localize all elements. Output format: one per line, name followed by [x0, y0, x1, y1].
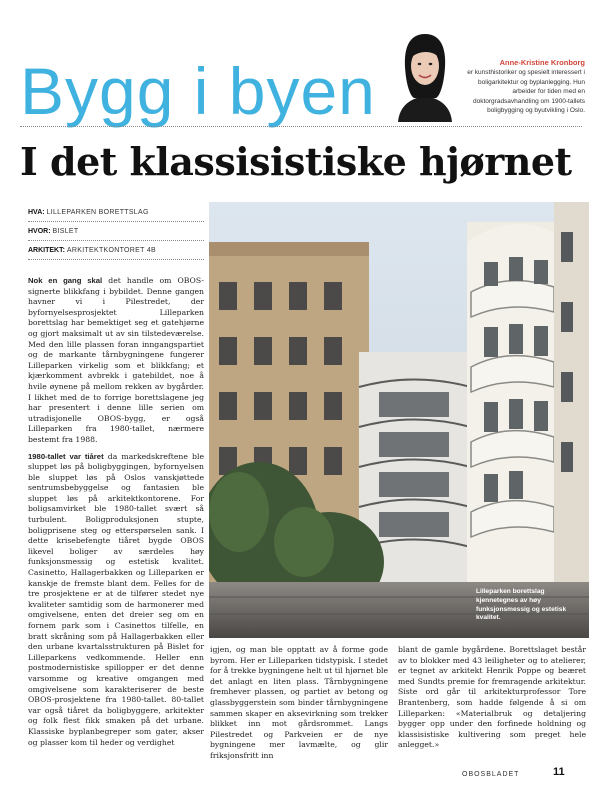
- article-column-2: [210, 645, 388, 768]
- headline: I det klassisistiske hjørnet: [20, 139, 572, 184]
- paragraph: [28, 276, 204, 446]
- fact-where: [28, 224, 204, 241]
- fact-architect: [28, 243, 204, 260]
- paragraph-text: da markedskreftene ble sluppet løs på boligbyggingen, byfornyelsen ble sluppet løs på Oslos vanskjøttede sentrumsbebyggelse og fantasien ble sluppet løs på arkitektkontorene. For boligsamvirket ble 1980-tallet svært så turbulent. Boligproduksjonen stupte, boligprisene steg og etterspørselen sank. I dette krisebefengte tiåret bygde OBOS likevel boliger av særdeles høy funksjonsmessig og estetisk kvalitet. Casinetto, Hallagerbakken og Lilleparken er kanskje de fremste blant dem. Felles for de tre prosjektene er at de tilfører stedet nye kvaliteter samtidig som de harmonerer med omgivelsene, enten det dreier seg om en fornem park som i Casinettos tilfelle, en bratt skråning som på Hallagerbakken eller den urbane kvartalsstrukturen på Bislet for Lilleparkens vedkommende. Heller enn postmodernistiske spillopper er det denne varsomme og kreative omgangen med omgivelsene som karakteriserer de beste OBOS-prosjektene fra 1980-tallet. 80-tallet var også tiåret da boligbyggere, arkitekter og folk flest fikk smaken på det urbane. Klassiske byplanbegreper som gater, akser og plasser kom til heder og verdighet: [28, 451, 204, 747]
- article-column-1: [28, 276, 204, 754]
- lead-in: 1980-tallet var tiåret: [28, 451, 104, 461]
- fact-value: LILLEPARKEN BORETTSLAG: [46, 209, 149, 216]
- paragraph-text: det handle om OBOS-signerte blikkfang i bybildet. Denne gangen havner vi i Pilestredet, der byfornyelsesprosjektet Lilleparken borettslag har bemektiget seg et gatehjørne og gjort maksimalt ut av sin tilstedeværelse. Med den lille plassen foran inngangspartiet og de markante tårnbygningene fungerer Lilleparken virkelig som et blikkfang; et kjærkomment avbrekk i gatebildet, noe å hvile øynene på mellom rekken av bygårder. I likhet med de to forrige borettslagene jeg har presentert i denne lille serien om utradisjonelle OBOS-bygg, er også Lilleparken fra 1980-tallet, nærmere bestemt fra 1988.: [28, 276, 204, 444]
- section-title: Bygg i byen: [20, 54, 376, 128]
- fact-label: HVA:: [28, 209, 45, 216]
- page-number: 11: [553, 766, 565, 778]
- fact-value: ARKITEKTKONTORET 4B: [66, 247, 156, 254]
- building-photo: [209, 202, 589, 638]
- author-bio: er kunsthistoriker og spesielt interessert i boligarkitektur og byplanlegging. Hun arbeider for tiden med en doktorgradsavhandling om 1900-tallets boligbygging og byutvikling i Oslo.: [467, 69, 585, 114]
- photo-caption: Lilleparken borettslag kjennetegnes av høy funksjonsmessig og estetisk kvalitet.: [476, 588, 567, 622]
- author-name: Anne-Kristine Kronborg: [499, 58, 585, 67]
- article-column-3: [398, 645, 586, 757]
- fact-value: BISLET: [52, 228, 79, 235]
- paragraph: igjen, og man ble opptatt av å forme gode byrom. Her er Lilleparken tidstypisk. I stedet for å trekke bygningene helt ut til hjørnet ble det anlagt en liten plass. Tårnbygningene fremhever plassen, og partiet av betong og glassbyggerstein som binder tårnbygningene sammen skaper en aksevirkning som trekker blikket inn mot gårdsrommet. Langs Pilestredet og Parkveien er de nye bygningene mer lavmælte, og glir friksjonsfritt inn: [210, 645, 388, 760]
- paragraph: blant de gamle bygårdene. Borettslaget består av to blokker med 43 leiligheter og to atelierer, er tegnet av arkitekt Henrik Poppe og beæret med Sundts premie for fremragende arkitektur. Siste ord går til arkitekturprofessor Tore Brantenberg, som hadde følgende å si om Lilleparken: «Materialbruk og detaljering bygger opp under den forfinede holdning og klassisistiske kultivering som preget hele anlegget.»: [398, 645, 586, 750]
- lead-in: Nok en gang skal: [28, 276, 103, 285]
- fact-what: [28, 205, 204, 222]
- fact-label: ARKITEKT:: [28, 247, 65, 254]
- paragraph: [28, 452, 204, 749]
- author-portrait: [390, 22, 460, 122]
- fact-label: HVOR:: [28, 228, 51, 235]
- header-divider: [20, 126, 582, 127]
- publication-name: OBOSBLADET: [462, 771, 520, 778]
